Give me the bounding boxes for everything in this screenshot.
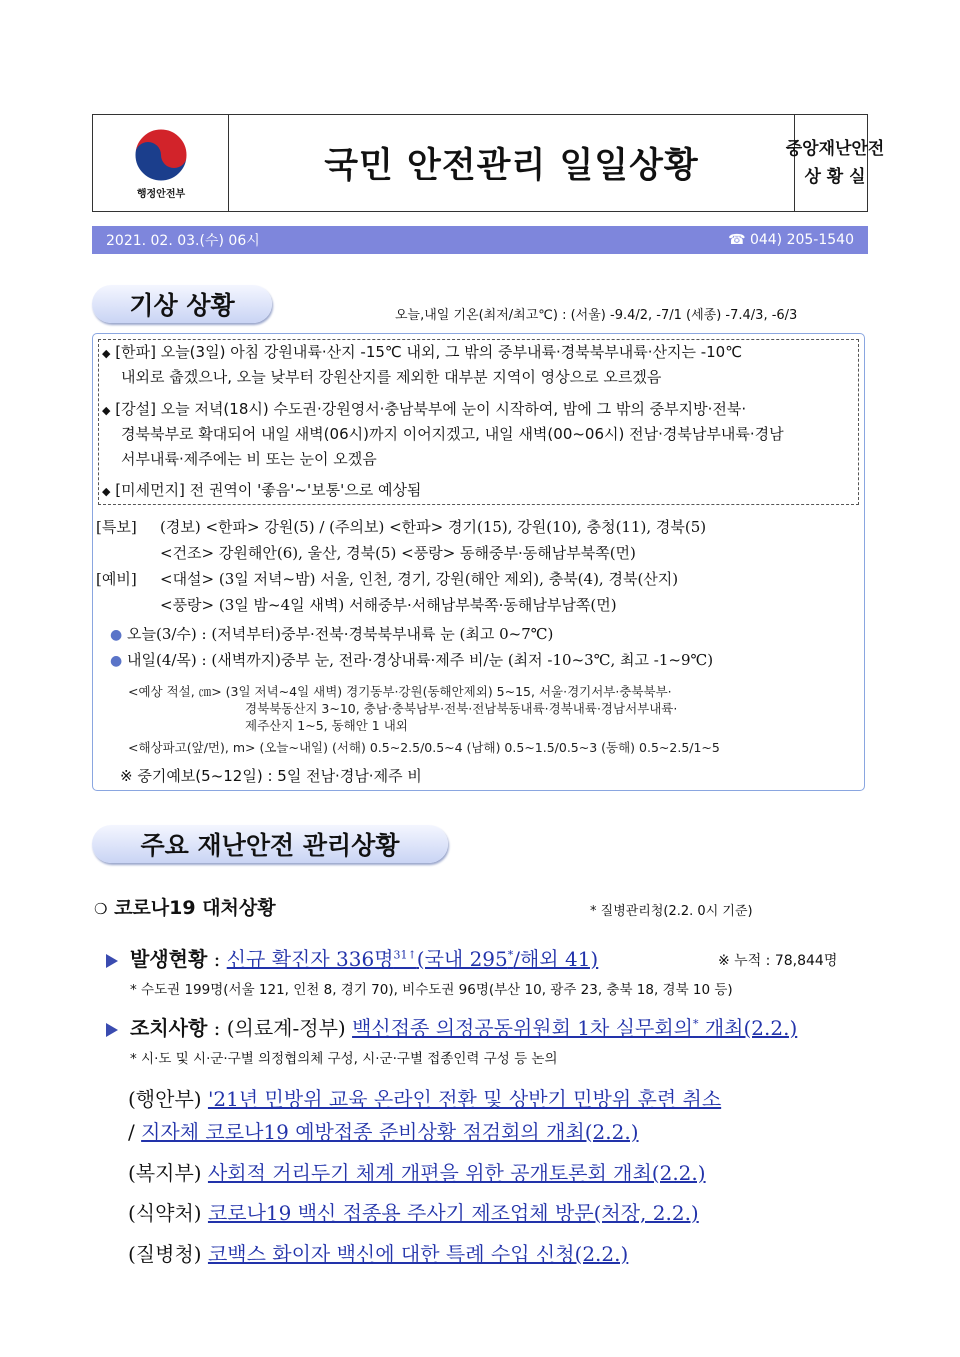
- diamond-bullet-icon: ◆: [102, 485, 111, 498]
- agency-item-link[interactable]: 사회적 거리두기 체계 개편을 위한 공개토론회 개최(2.2.): [207, 1161, 706, 1185]
- org-name-line2: 상 황 실: [804, 167, 866, 187]
- org-name-line1: 중앙재난안전: [785, 139, 885, 159]
- agency-item-link[interactable]: 지자체 코로나19 예방접종 준비상황 점검회의 개최(2.2.): [141, 1120, 639, 1144]
- government-emblem-icon: [131, 125, 191, 185]
- weather-item-snow: ◆ [강설] 오늘 저녁(18시) 수도권·강원영서·충남북부에 눈이 시작하여, 밤에 그 밖의 중부지방·전북·: [102, 400, 747, 418]
- logo-text: 행정안전부: [136, 189, 186, 200]
- weather-item-snow-cont1: 경북북부로 확대되어 내일 새벽(06시)까지 이어지겠고, 내일 새벽(00~06시) 전남·경북남부내륙·경남: [121, 425, 784, 443]
- dot-bullet-icon: ●: [110, 627, 123, 643]
- vaccine-meeting-link[interactable]: 백신접종 의정공동위원회 1차 실무회의* 개최(2.2.): [352, 1016, 798, 1040]
- date-bar: [92, 226, 868, 254]
- section-title-weather: 기상 상황: [92, 285, 272, 323]
- special-warning-label: [특보]: [96, 518, 137, 536]
- corona-heading: ❍ 코로나19 대처상황: [94, 897, 276, 919]
- agency-item-link[interactable]: '21년 민방위 교육 온라인 전환 및 상반기 민방위 훈련 취소: [207, 1087, 722, 1111]
- status-row: 발생현황 : 신규 확진자 336명$^{31↑}$(국내 295*/해외 41): [106, 943, 598, 972]
- temperature-summary: 오늘,내일 기온(최저/최고℃) : (서울) -9.4/2, -7/1 (세종) -7.4/3, -6/3: [395, 308, 798, 323]
- circle-bullet-icon: ❍: [94, 900, 108, 918]
- logo-cell: [93, 115, 229, 211]
- agency-row: (식약처) 코로나19 백신 접종용 주사기 제조업체 방문(처장, 2.2.): [128, 1201, 699, 1225]
- triangle-bullet-icon: [106, 954, 118, 968]
- agency-row: (복지부) 사회적 거리두기 체계 개편을 위한 공개토론회 개최(2.2.): [128, 1161, 706, 1185]
- weather-item-cold-cont: 내외로 춥겠으나, 오늘 낮부터 강원산지를 제외한 대부분 지역이 영상으로 오르겠음: [121, 368, 662, 386]
- document-header: [92, 114, 885, 212]
- agency-row: / 지자체 코로나19 예방접종 준비상황 점검회의 개최(2.2.): [128, 1120, 639, 1144]
- wave-height: <해상파고(앞/먼), m> (오늘~내일) (서해) 0.5~2.5/0.5~4 (남해) 0.5~1.5/0.5~3 (동해) 0.5~2.5/1~5: [128, 740, 720, 755]
- special-warning-line1: (경보) <한파> 강원(5) / (주의보) <한파> 경기(15), 강원(10), 충청(11), 경북(5): [160, 518, 707, 536]
- report-date: 2021. 02. 03.(수) 06시: [106, 233, 260, 249]
- forecast-tomorrow: ● 내일(4/목) : (새벽까지)중부 눈, 전라·경상내륙·제주 비/눈 (최저 -10~3℃, 최고 -1~9℃): [110, 651, 714, 669]
- dot-bullet-icon: ●: [110, 653, 123, 669]
- new-cases-link[interactable]: 신규 확진자 336명$^{31↑}$(국내 295*/해외 41): [226, 947, 599, 971]
- contact-phone: ☎ 044) 205-1540: [728, 232, 854, 248]
- section-title-disaster: 주요 재난안전 관리상황: [92, 825, 448, 863]
- mid-term-forecast: ※ 중기예보(5~12일) : 5일 전남·경남·제주 비: [120, 767, 422, 785]
- weather-item-cold: ◆ [한파] 오늘(3일) 아침 강원내륙·산지 -15℃ 내외, 그 밖의 중부내륙·경북북부내륙·산지는 -10℃: [102, 343, 743, 361]
- pre-warning-line2: <풍랑> (3일 밤~4일 새벽) 서해중부·서해남부북쪽·동해남부남쪽(먼): [160, 596, 617, 614]
- snow-forecast-line3: 제주산지 1~5, 동해안 1 내외: [245, 718, 408, 733]
- special-warning-line2: <건조> 강원해안(6), 울산, 경북(5) <풍랑> 동해중부·동해남부북쪽(먼): [160, 544, 636, 562]
- agency-item-link[interactable]: 코로나19 백신 접종용 주사기 제조업체 방문(처장, 2.2.): [207, 1201, 699, 1225]
- cumulative-cases: ※ 누적 : 78,844명: [718, 953, 838, 969]
- triangle-bullet-icon: [106, 1023, 118, 1037]
- page-title: 국민 안전관리 일일상황: [229, 115, 795, 211]
- weather-item-dust: ◆ [미세먼지] 전 권역이 '좋음'~'보통'으로 예상됨: [102, 481, 422, 499]
- agency-row: (행안부) '21년 민방위 교육 온라인 전환 및 상반기 민방위 훈련 취소: [128, 1087, 722, 1111]
- weather-item-snow-cont2: 서부내륙·제주에는 비 또는 눈이 오겠음: [121, 450, 377, 468]
- agency-item-link[interactable]: 코백스 화이자 백신에 대한 특례 수입 신청(2.2.): [207, 1242, 629, 1266]
- agency-row: (질병청) 코백스 화이자 백신에 대한 특례 수입 신청(2.2.): [128, 1242, 629, 1266]
- diamond-bullet-icon: ◆: [102, 347, 111, 360]
- action-note: * 시·도 및 시·군·구별 의정협의체 구성, 시·군·구별 접종인력 구성 등 논의: [130, 1051, 558, 1067]
- action-row: 조치사항 : (의료계-정부) 백신접종 의정공동위원회 1차 실무회의* 개최(2.2.): [106, 1012, 797, 1041]
- forecast-today: ● 오늘(3/수) : (저녁부터)중부·전북·경북북부내륙 눈 (최고 0~7℃): [110, 625, 554, 643]
- status-note: * 수도권 199명(서울 121, 인천 8, 경기 70), 비수도권 96명(부산 10, 광주 23, 충북 18, 경북 10 등): [130, 982, 733, 998]
- org-name: [785, 115, 885, 211]
- pre-warning-label: [예비]: [96, 570, 137, 588]
- diamond-bullet-icon: ◆: [102, 404, 111, 417]
- snow-forecast-line2: 경북북동산지 3~10, 충남·충북남부·전북·전남북동내륙·경북내륙·경남서부내륙·: [245, 701, 678, 716]
- pre-warning-line1: <대설> (3일 저녁~밤) 서울, 인천, 경기, 강원(해안 제외), 충북(4), 경북(산지): [160, 570, 679, 588]
- snow-forecast-line1: <예상 적설, ㎝> (3일 저녁~4일 새벽) 경기동부·강원(동해안제외) 5~15, 서울·경기서부·충북북부·: [128, 684, 672, 699]
- corona-source: * 질병관리청(2.2. 0시 기준): [590, 904, 753, 919]
